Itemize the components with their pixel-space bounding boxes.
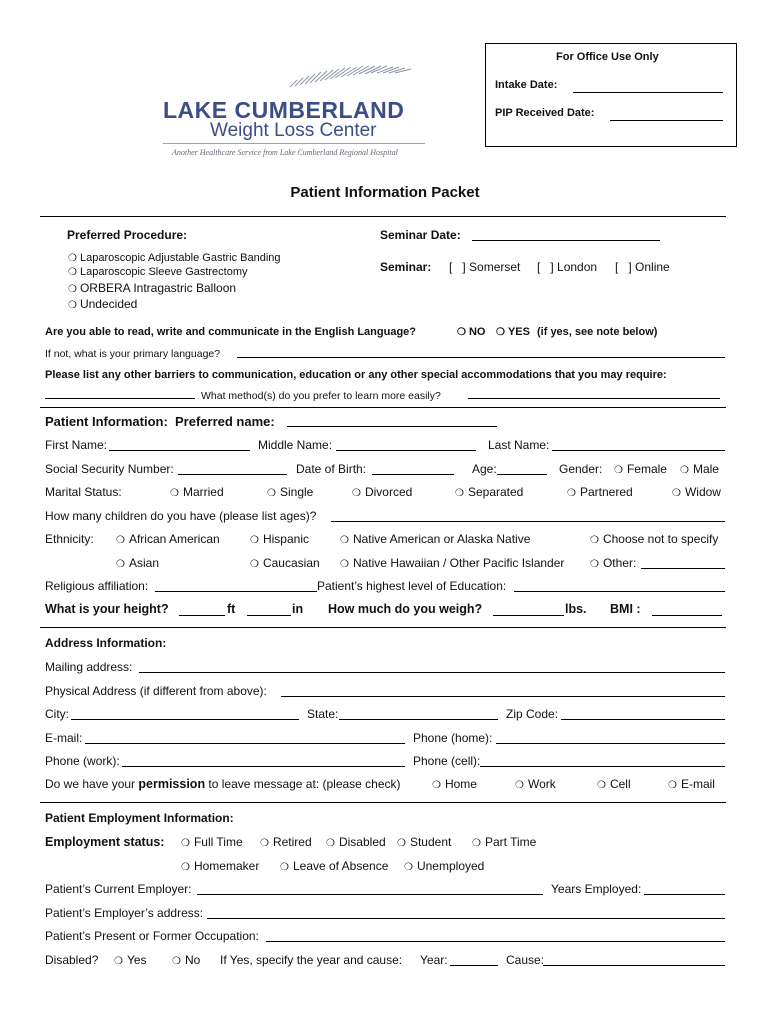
english-no[interactable] [457, 326, 485, 338]
ethnicity-asian[interactable] [116, 556, 159, 570]
religion-field[interactable] [155, 591, 317, 592]
option-label: ORBERA Intragastric Balloon [79, 281, 237, 295]
disabled-cause-field[interactable] [543, 965, 725, 966]
address-heading: Address Information: [45, 636, 167, 650]
ethnicity-not-specify[interactable] [590, 532, 718, 546]
option-label: Other: [602, 556, 637, 570]
employment-student[interactable] [397, 835, 451, 849]
children-label: How many children do you have (please list ages)? [45, 509, 317, 523]
disabled-yes[interactable] [114, 953, 147, 967]
employment-part-time[interactable] [472, 835, 536, 849]
radio-icon: ❍ [250, 535, 259, 546]
education-label: Patient’s highest level of Education: [317, 579, 507, 593]
option-label: Widow [684, 485, 721, 499]
email-label: E-mail: [45, 731, 83, 745]
option-label: Native Hawaiian / Other Pacific Islander [352, 556, 565, 570]
weight-unit: lbs. [565, 602, 587, 616]
option-label: Caucasian [262, 556, 320, 570]
pip-date-field[interactable] [610, 120, 723, 121]
years-employed-label: Years Employed: [551, 882, 642, 896]
employer-field[interactable] [197, 894, 543, 895]
permission-text: Do we have your [45, 777, 136, 791]
radio-icon: ❍ [567, 488, 576, 499]
page-title: Patient Information Packet [290, 184, 480, 201]
radio-icon: ❍ [397, 838, 406, 849]
phone-cell-label: Phone (cell): [413, 754, 481, 768]
radio-icon: ❍ [172, 956, 181, 967]
employment-status-label: Employment status: [45, 835, 165, 849]
phone-home-label: Phone (home): [413, 731, 493, 745]
option-label: Hispanic [262, 532, 309, 546]
years-employed-field[interactable] [644, 894, 725, 895]
barriers-question: Please list any other barriers to communication, education or any other special accommodations that you may require: [45, 369, 667, 381]
barriers-field[interactable] [45, 398, 195, 399]
mailing-label: Mailing address: [45, 660, 133, 674]
marital-divorced[interactable] [352, 485, 412, 499]
zip-field[interactable] [561, 719, 725, 720]
option-label: African American [128, 532, 220, 546]
option-label: YES [507, 326, 530, 338]
religion-label: Religious affiliation: [45, 579, 149, 593]
option-label: Married [182, 485, 224, 499]
seminar-option-online[interactable]: [ ] Online [615, 260, 670, 274]
height-ft-unit: ft [227, 602, 236, 616]
logo-subtitle: Weight Loss Center [210, 120, 377, 141]
state-field[interactable] [339, 719, 498, 720]
radio-icon: ❍ [515, 780, 524, 791]
ethnicity-hispanic[interactable] [250, 532, 309, 546]
procedure-option-banding[interactable] [68, 252, 281, 264]
option-label: Single [279, 485, 314, 499]
seminar-date-field[interactable] [472, 240, 660, 241]
permission-cell[interactable] [597, 777, 631, 791]
marital-single[interactable] [267, 485, 313, 499]
procedure-label: Preferred Procedure: [67, 228, 188, 242]
first-name-label: First Name: [45, 438, 108, 452]
option-label: Yes [126, 953, 147, 967]
procedure-option-orbera[interactable] [68, 281, 236, 295]
state-label: State: [307, 707, 339, 721]
option-label: Laparoscopic Sleeve Gastrectomy [79, 266, 248, 278]
occupation-field[interactable] [266, 941, 725, 942]
preferred-name-field[interactable] [287, 426, 497, 427]
radio-icon: ❍ [250, 559, 259, 570]
divider [40, 802, 726, 803]
dob-label: Date of Birth: [296, 462, 367, 476]
intake-date-field[interactable] [573, 92, 723, 93]
radio-icon: ❍ [68, 253, 77, 264]
option-label: Native American or Alaska Native [352, 532, 531, 546]
option-label: Choose not to specify [602, 532, 719, 546]
divider [40, 407, 726, 408]
option-label: Unemployed [416, 859, 485, 873]
radio-icon: ❍ [597, 780, 606, 791]
option-label: Somerset [469, 260, 521, 274]
employment-heading: Patient Employment Information: [45, 811, 234, 825]
logo-tagline: Another Healthcare Service from Lake Cumberland Regional Hospital [172, 148, 398, 157]
radio-icon: ❍ [352, 488, 361, 499]
option-label: Home [444, 777, 477, 791]
radio-icon: ❍ [455, 488, 464, 499]
phone-work-field[interactable] [122, 766, 405, 767]
option-label: Partnered [579, 485, 633, 499]
first-name-field[interactable] [109, 450, 250, 451]
option-label: Cell [609, 777, 631, 791]
learning-method-label: What method(s) do you prefer to learn more easily? [201, 390, 441, 402]
seminar-label: Seminar: [380, 260, 432, 274]
preferred-name-label: Preferred name [175, 414, 271, 429]
middle-name-field[interactable] [336, 450, 476, 451]
seminar-option-london[interactable]: [ ] London [537, 260, 598, 274]
permission-question [45, 777, 401, 791]
bmi-label: BMI : [610, 602, 641, 616]
seminar-option-somerset[interactable]: [ ] Somerset [449, 260, 521, 274]
radio-icon: ❍ [260, 838, 269, 849]
option-label: Female [626, 462, 667, 476]
ssn-field[interactable] [178, 474, 287, 475]
permission-home[interactable] [432, 777, 477, 791]
radio-icon: ❍ [590, 559, 599, 570]
procedure-option-sleeve[interactable] [68, 266, 248, 278]
english-question: Are you able to read, write and communicate in the English Language? [45, 326, 417, 338]
employment-full-time[interactable] [181, 835, 243, 849]
dob-field[interactable] [372, 474, 454, 475]
employment-disabled[interactable] [326, 835, 386, 849]
age-field[interactable] [497, 474, 547, 475]
disabled-label: Disabled? [45, 953, 99, 967]
marital-married[interactable] [170, 485, 224, 499]
permission-email[interactable] [668, 777, 715, 791]
option-label: Disabled [338, 835, 386, 849]
gender-female[interactable] [614, 462, 667, 476]
radio-icon: ❍ [496, 327, 505, 338]
radio-icon: ❍ [114, 956, 123, 967]
office-heading: For Office Use Only [556, 51, 659, 63]
radio-icon: ❍ [668, 780, 677, 791]
radio-icon: ❍ [116, 559, 125, 570]
radio-icon: ❍ [68, 267, 77, 278]
option-label: Separated [467, 485, 524, 499]
option-label: Undecided [79, 297, 138, 311]
marital-widow[interactable] [672, 485, 721, 499]
disabled-cause-label: Cause: [506, 953, 545, 967]
physical-address-label: Physical Address (if different from above): [45, 684, 267, 698]
disabled-specify-label: If Yes, specify the year and cause: [220, 953, 403, 967]
zip-label: Zip Code: [506, 707, 559, 721]
radio-icon: ❍ [267, 488, 276, 499]
option-label: Retired [272, 835, 312, 849]
radio-icon: ❍ [280, 862, 289, 873]
phone-home-field[interactable] [496, 743, 725, 744]
radio-icon: ❍ [472, 838, 481, 849]
radio-icon: ❍ [404, 862, 413, 873]
marital-label: Marital Status: [45, 485, 122, 499]
option-label: Leave of Absence [292, 859, 389, 873]
radio-icon: ❍ [181, 838, 190, 849]
radio-icon: ❍ [590, 535, 599, 546]
option-label: E-mail [680, 777, 715, 791]
email-field[interactable] [85, 743, 405, 744]
radio-icon: ❍ [68, 300, 77, 311]
mailing-field[interactable] [139, 672, 725, 673]
children-field[interactable] [331, 521, 725, 522]
option-label: Full Time [193, 835, 243, 849]
height-in-field[interactable] [247, 615, 291, 616]
ethnicity-african-american[interactable] [116, 532, 220, 546]
gender-male[interactable] [680, 462, 719, 476]
height-in-unit: in [292, 602, 304, 616]
employment-unemployed[interactable] [404, 859, 484, 873]
radio-icon: ❍ [680, 465, 689, 476]
option-label: London [557, 260, 598, 274]
option-label: No [184, 953, 201, 967]
radio-icon: ❍ [170, 488, 179, 499]
logo-swoosh-icon [285, 62, 425, 92]
marital-separated[interactable] [455, 485, 523, 499]
weight-field[interactable] [493, 615, 564, 616]
middle-name-label: Middle Name: [258, 438, 333, 452]
option-label: Asian [128, 556, 159, 570]
radio-icon: ❍ [116, 535, 125, 546]
bmi-field[interactable] [652, 615, 722, 616]
city-field[interactable] [71, 719, 299, 720]
primary-language-label: If not, what is your primary language? [45, 348, 221, 360]
ethnicity-other-field[interactable] [641, 568, 725, 569]
permission-text: to leave message at: (please check) [208, 777, 401, 791]
option-label: Divorced [364, 485, 413, 499]
ethnicity-caucasian[interactable] [250, 556, 320, 570]
radio-icon: ❍ [432, 780, 441, 791]
radio-icon: ❍ [340, 559, 349, 570]
physical-address-field[interactable] [281, 696, 725, 697]
logo-divider [163, 143, 425, 144]
age-label: Age: [472, 462, 497, 476]
height-label: What is your height? [45, 602, 169, 616]
permission-emphasis: permission [138, 777, 206, 791]
option-label: Work [527, 777, 556, 791]
employer-address-field[interactable] [207, 918, 725, 919]
permission-work[interactable] [515, 777, 556, 791]
disabled-year-field[interactable] [450, 965, 498, 966]
english-note: (if yes, see note below) [537, 326, 658, 338]
ethnicity-label: Ethnicity: [45, 532, 94, 546]
radio-icon: ❍ [340, 535, 349, 546]
last-name-field[interactable] [552, 450, 725, 451]
disabled-no[interactable] [172, 953, 200, 967]
intake-date-label: Intake Date: [495, 79, 558, 91]
pip-date-label: PIP Received Date: [495, 107, 595, 119]
employer-address-label: Patient’s Employer’s address: [45, 906, 204, 920]
radio-icon: ❍ [326, 838, 335, 849]
radio-icon: ❍ [672, 488, 681, 499]
option-label: NO [468, 326, 486, 338]
english-yes[interactable] [496, 326, 530, 338]
ethnicity-other[interactable] [590, 556, 636, 570]
employment-retired[interactable] [260, 835, 312, 849]
radio-icon: ❍ [614, 465, 623, 476]
gender-label: Gender: [559, 462, 603, 476]
ethnicity-native-american[interactable] [340, 532, 530, 546]
option-label: Part Time [484, 835, 537, 849]
height-ft-field[interactable] [179, 615, 225, 616]
employer-label: Patient’s Current Employer: [45, 882, 192, 896]
divider [40, 216, 726, 217]
logo-title: LAKE CUMBERLAND [163, 97, 405, 123]
primary-language-field[interactable] [237, 357, 725, 358]
seminar-date-label: Seminar Date: [380, 228, 461, 242]
education-field[interactable] [514, 591, 725, 592]
occupation-label: Patient’s Present or Former Occupation: [45, 929, 259, 943]
phone-work-label: Phone (work): [45, 754, 120, 768]
phone-cell-field[interactable] [480, 766, 725, 767]
option-label: Male [692, 462, 719, 476]
divider [40, 627, 726, 628]
ethnicity-native-hawaiian[interactable] [340, 556, 564, 570]
marital-partnered[interactable] [567, 485, 633, 499]
employment-homemaker[interactable] [181, 859, 259, 873]
employment-leave[interactable] [280, 859, 388, 873]
last-name-label: Last Name: [488, 438, 550, 452]
patient-info-heading: Patient Information: Preferred name: [45, 414, 275, 429]
option-label: Laparoscopic Adjustable Gastric Banding [79, 252, 281, 264]
office-use-box [485, 43, 737, 147]
ssn-label: Social Security Number: [45, 462, 174, 476]
option-label: Online [635, 260, 670, 274]
option-label: Student [409, 835, 452, 849]
procedure-option-undecided[interactable] [68, 297, 137, 311]
radio-icon: ❍ [68, 284, 77, 295]
learning-method-field[interactable] [468, 398, 720, 399]
section-heading: Patient Information: [45, 414, 168, 429]
radio-icon: ❍ [181, 862, 190, 873]
disabled-year-label: Year: [420, 953, 448, 967]
radio-icon: ❍ [457, 327, 466, 338]
option-label: Homemaker [193, 859, 260, 873]
weight-label: How much do you weigh? [328, 602, 483, 616]
city-label: City: [45, 707, 69, 721]
